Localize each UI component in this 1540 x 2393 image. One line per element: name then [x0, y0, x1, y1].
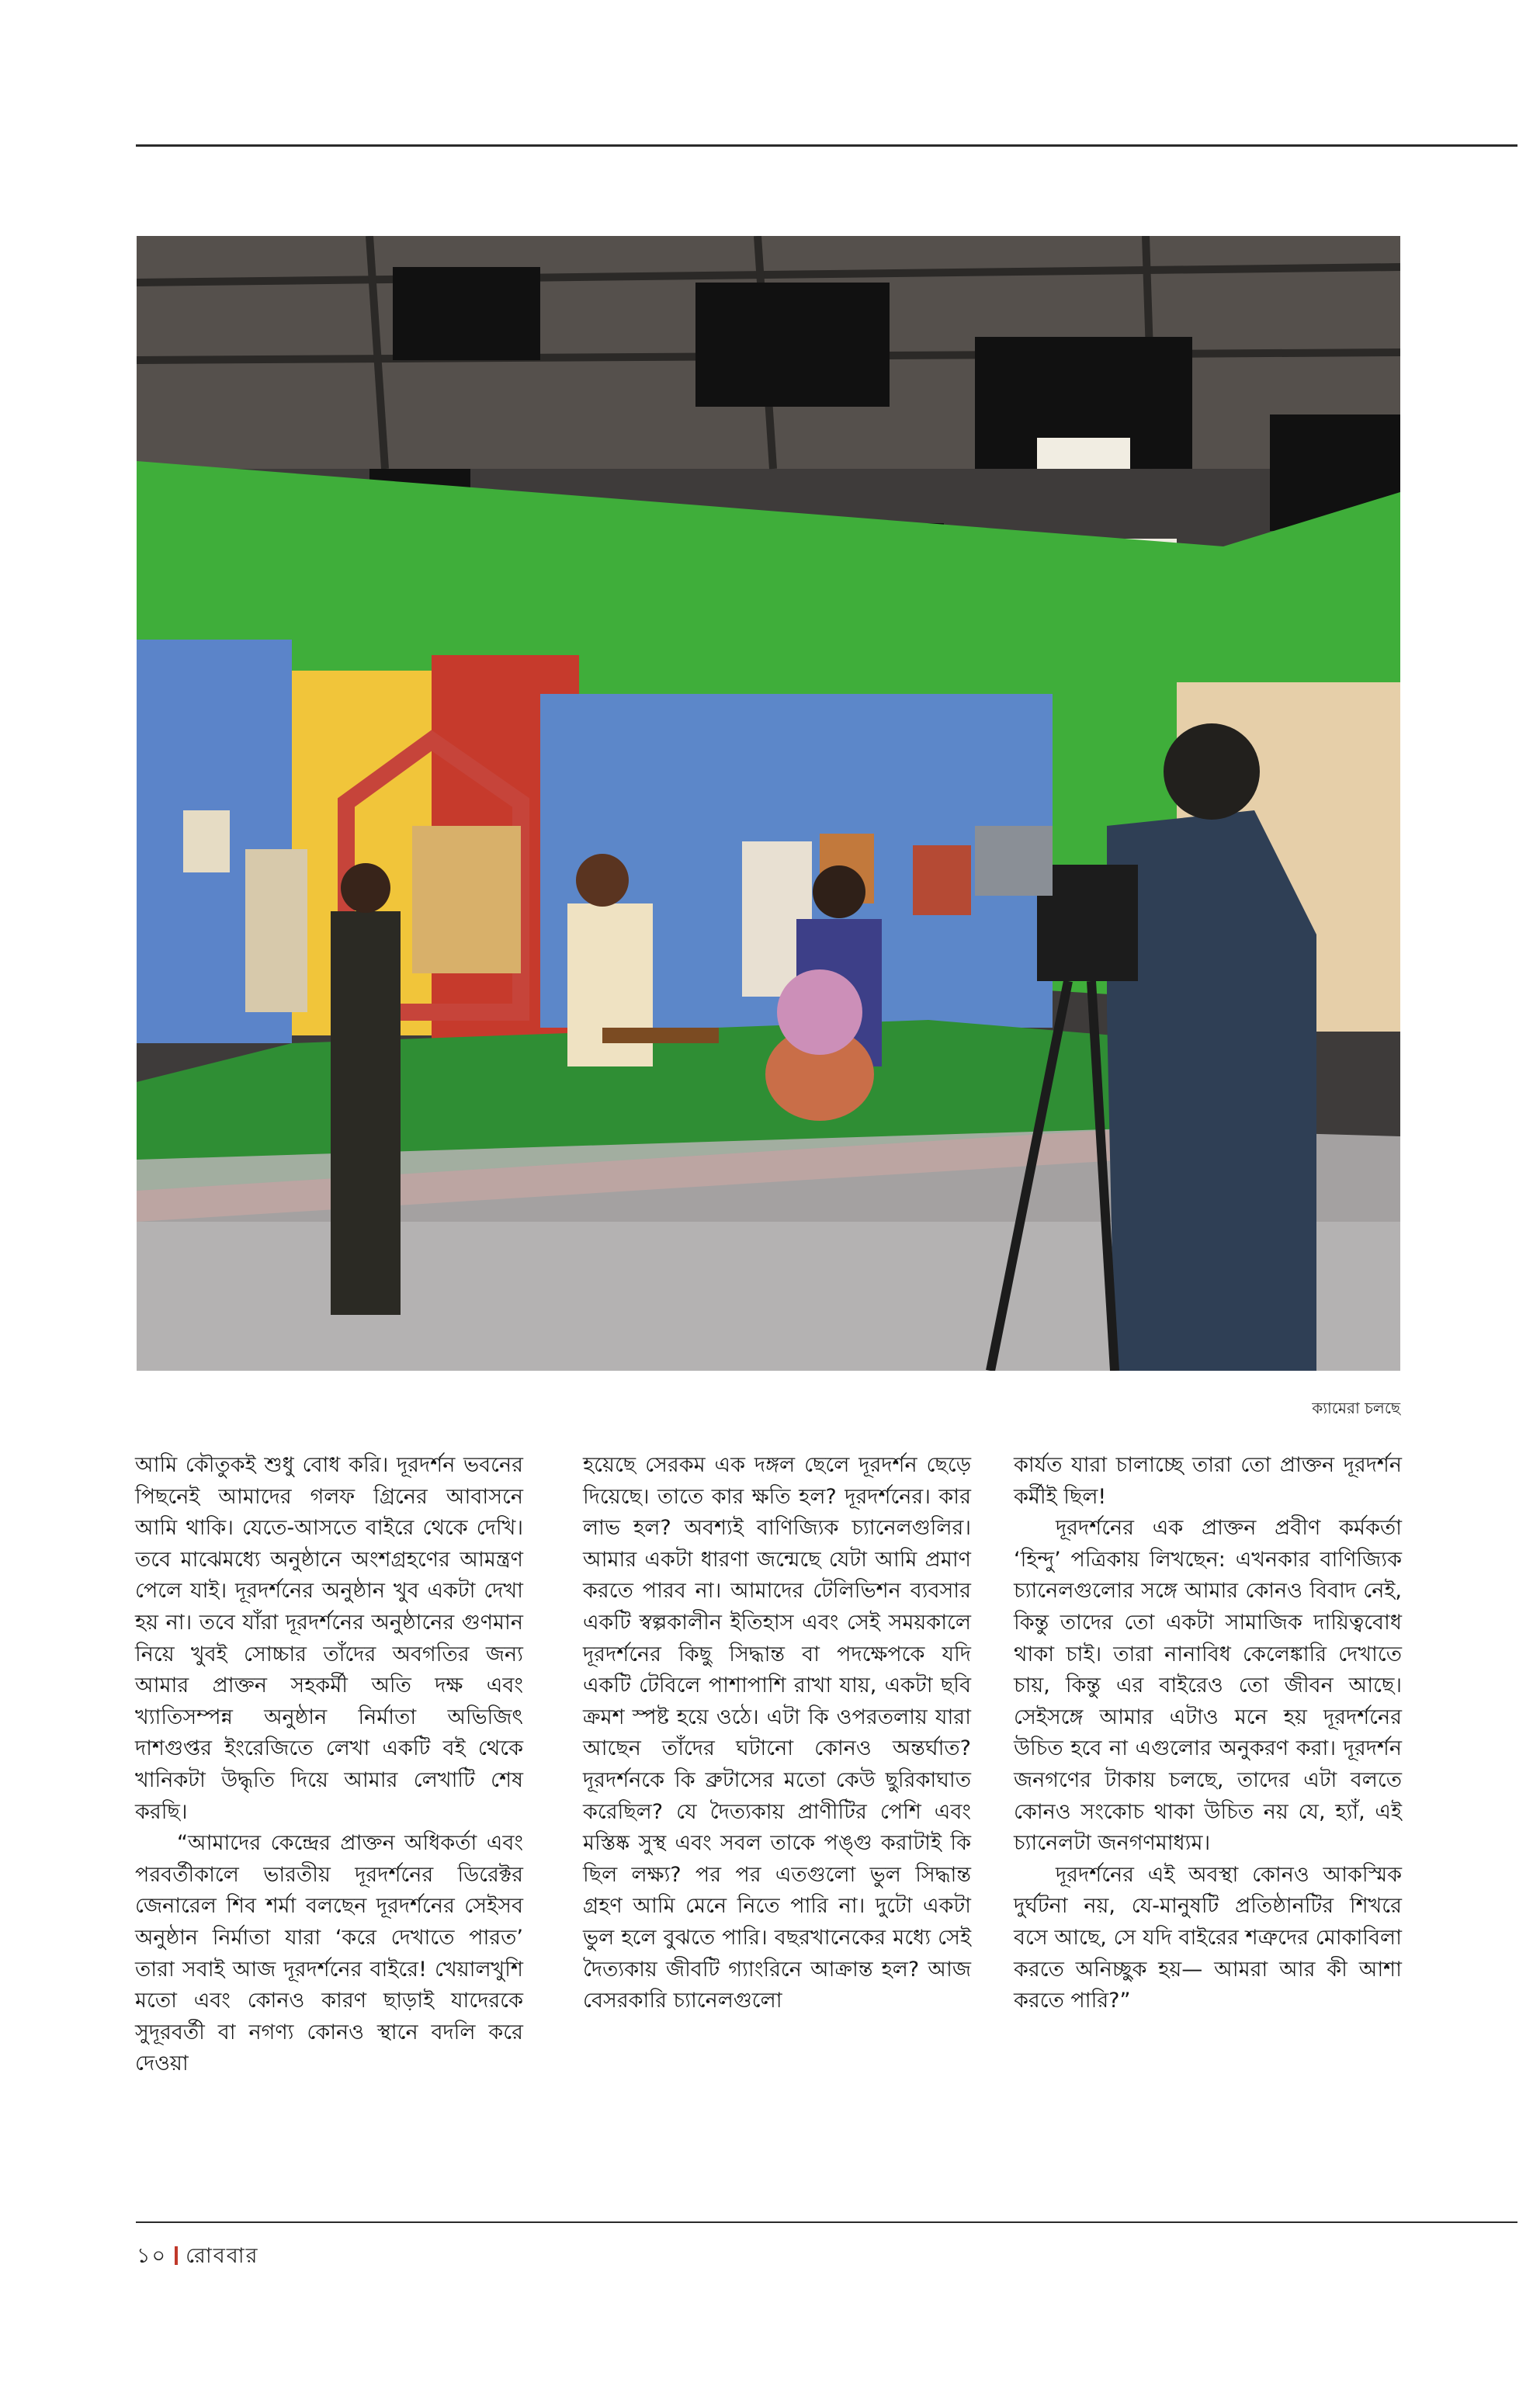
photo-caption: ক্যামেরা চলছে — [1312, 1399, 1400, 1417]
text-column-3 — [1014, 1450, 1402, 2017]
studio-photo — [137, 236, 1400, 1371]
footer-separator — [175, 2246, 178, 2265]
text-column-1 — [135, 1450, 523, 2080]
column-3-paragraph-2: দূরদর্শনের এক প্রাক্তন প্রবীণ কর্মকর্তা ‘হিন্দু’ পত্রিকায় লিখছেন: এখনকার বাণিজ্যিক চ্যানেলগুলোর সঙ্গে আমার কোনও বিবাদ নেই, কিন্তু তাদের তো একটা সামাজিক দায়িত্ববোধ থাকা চাই। তারা নানাবিধ কেলেঙ্কারি দেখাতে চায়, কিন্তু এর বাইরেও তো জীবন আছে। সেইসঙ্গে আমার এটাও মনে হয় দূরদর্শনের উচিত হবে না এগুলোর অনুকরণ করা। দূরদর্শন জনগণের টাকায় চলছে, তাদের এটা বলতে কোনও সংকোচ থাকা উচিত নয় যে, হ্যাঁ, এই চ্যানেলটা জনগণমাধ্যম। — [1014, 1516, 1402, 1856]
text-column-2 — [583, 1450, 971, 2017]
header-rule — [136, 144, 1517, 147]
footer-rule — [136, 2221, 1517, 2223]
publication-name: রোববার — [186, 2244, 259, 2268]
studio-illustration — [137, 236, 1400, 1371]
column-3-paragraph-3: দূরদর্শনের এই অবস্থা কোনও আকস্মিক দুর্ঘটনা নয়, যে-মানুষটি প্রতিষ্ঠানটির শিখরে বসে আছে, সে যদি বাইরের শত্রুদের মোকাবিলা করতে অনিচ্ছুক হয়— আমরা আর কী আশা করতে পারি?” — [1014, 1862, 1402, 2013]
column-1-paragraph-2: “আমাদের কেন্দ্রের প্রাক্তন অধিকর্তা এবং পরবর্তীকালে ভারতীয় দূরদর্শনের ডিরেক্টর জেনারেল শিব শর্মা বলছেন দূরদর্শনের সেইসব অনুষ্ঠান নির্মাতা যারা ‘করে দেখাতে পারত’ তারা সবাই আজ দূরদর্শনের বাইরে! খেয়ালখুশি মতো এবং কোনও কারণ ছাড়াই যাদেরকে সুদূরবর্তী বা নগণ্য কোনও স্থানে বদলি করে দেওয়া — [135, 1831, 523, 2076]
page-number: ১০ — [137, 2244, 168, 2268]
column-2-paragraph-1: হয়েছে সেরকম এক দঙ্গল ছেলে দূরদর্শন ছেড়ে দিয়েছে। তাতে কার ক্ষতি হল? দূরদর্শনের। কার লাভ হল? অবশ্যই বাণিজ্যিক চ্যানেলগুলির। আমার একটা ধারণা জন্মেছে যেটা আমি প্রমাণ করতে পারব না। আমাদের টেলিভিশন ব্যবসার একটি স্বল্পকালীন ইতিহাস এবং সেই সময়কালে দূরদর্শনের কিছু সিদ্ধান্ত বা পদক্ষেপকে যদি একটি টেবিলে পাশাপাশি রাখা যায়, একটা ছবি ক্রমশ স্পষ্ট হয়ে ওঠে। এটা কি ওপরতলায় যারা আছেন তাঁদের ঘটানো কোনও অন্তর্ঘাত? দূরদর্শনকে কি ব্রুটাসের মতো কেউ ছুরিকাঘাত করেছিল? যে দৈত্যকায় প্রাণীটির পেশি এবং মস্তিষ্ক সুস্থ এবং সবল তাকে পঙ্গু করাটাই কি ছিল লক্ষ্য? পর পর এতগুলো ভুল সিদ্ধান্ত গ্রহণ আমি মেনে নিতে পারি না। দুটো একটা ভুল হলে বুঝতে পারি। বছরখানেকের মধ্যে সেই দৈত্যকায় জীবটি গ্যাংরিনে আক্রান্ত হল? আজ বেসরকারি চ্যানেলগুলো — [583, 1453, 971, 2013]
page-footer — [137, 2240, 258, 2275]
column-3-paragraph-1: কার্যত যারা চালাচ্ছে তারা তো প্রাক্তন দূরদর্শন কর্মীই ছিল! — [1014, 1453, 1402, 1509]
column-1-paragraph-1: আমি কৌতুকই শুধু বোধ করি। দূরদর্শন ভবনের পিছনেই আমাদের গলফ গ্রিনের আবাসনে আমি থাকি। যেতে-আসতে বাইরে থেকে দেখি। তবে মাঝেমধ্যে অনুষ্ঠানে অংশগ্রহণের আমন্ত্রণ পেলে যাই। দূরদর্শনের অনুষ্ঠান খুব একটা দেখা হয় না। তবে যাঁরা দূরদর্শনের অনুষ্ঠানের গুণমান নিয়ে খুবই সোচ্চার তাঁদের অবগতির জন্য আমার প্রাক্তন সহকর্মী অতি দক্ষ এবং খ্যাতিসম্পন্ন অনুষ্ঠান নির্মাতা অভিজিৎ দাশগুপ্তর ইংরেজিতে লেখা একটি বই থেকে খানিকটা উদ্ধৃতি দিয়ে আমার লেখাটি শেষ করছি। — [135, 1453, 523, 1824]
